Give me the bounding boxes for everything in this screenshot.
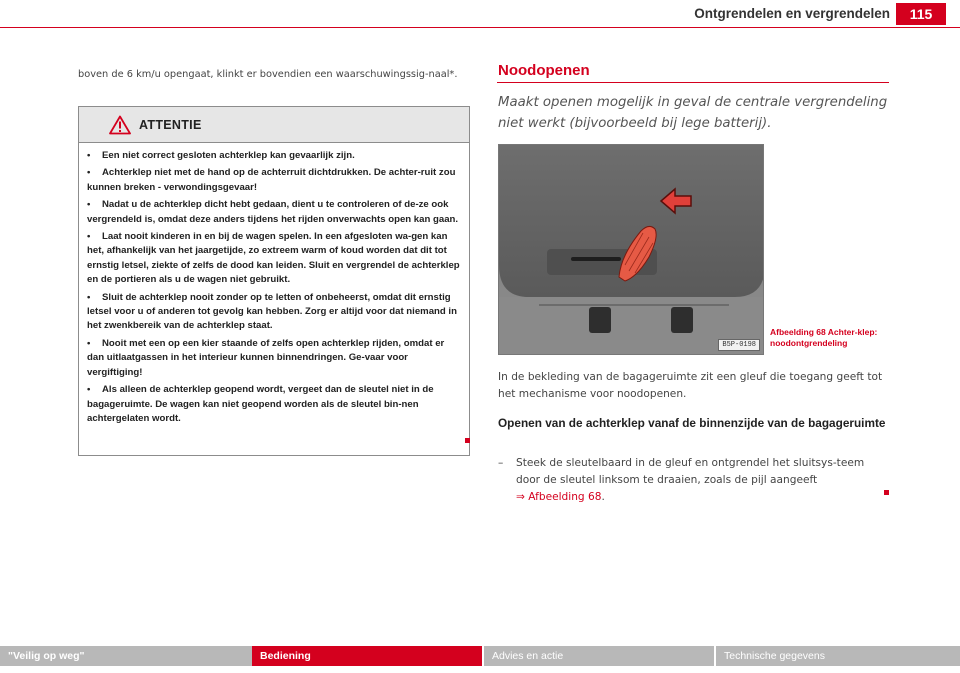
warning-triangle-icon (109, 115, 131, 135)
header-rule (0, 27, 960, 28)
instruction-step (498, 455, 888, 506)
page-number: 115 (896, 3, 946, 25)
warning-item (87, 337, 463, 380)
warning-box (78, 106, 470, 456)
warning-item (87, 291, 463, 334)
step-end: . (601, 491, 605, 503)
figure-tag: B5P-0198 (718, 339, 760, 351)
footer-tab-veilig-op-weg[interactable]: "Veilig op weg" (0, 646, 252, 666)
subheading: Openen van de achterklep vanaf de binnenzijde van de bagageruimte (498, 416, 886, 430)
warning-item-text: Achterklep niet met de hand op de achterruit dichtdrukken. De achter-ruit zou kunnen breken - verwondingsgevaar! (87, 167, 456, 193)
section-title: Noodopenen (498, 62, 590, 79)
warning-item-text: Een niet correct gesloten achterklep kan gevaarlijk zijn. (102, 150, 355, 161)
lead-paragraph: boven de 6 km/u opengaat, klinkt er bovendien een waarschuwingssig-naal*. (78, 69, 458, 80)
footer-nav (0, 646, 960, 666)
warning-item (87, 149, 463, 163)
warning-item (87, 230, 463, 288)
step-text: Steek de sleutelbaard in de gleuf en ontgrendel het sluitsys-teem door de sleutel linksom te draaien, zoals de pijl aangeeft (516, 457, 865, 486)
warning-header (79, 107, 469, 143)
section-rule (497, 82, 889, 83)
footer-tab-technische-gegevens[interactable]: Technische gegevens (716, 646, 960, 666)
bullet: • (87, 231, 91, 243)
bullet: • (87, 384, 91, 396)
bullet: • (87, 167, 91, 179)
warning-item-text: Nadat u de achterklep dicht hebt gedaan, dient u te controleren of de-ze ook vergrendeld is, omdat deze anders tijdens het rijden onverwachts open kan gaan. (87, 199, 459, 225)
tailgate-illustration (499, 145, 764, 355)
figure-caption: Afbeelding 68 Achter-klep: noodontgrendeling (770, 327, 878, 348)
step-dash: – (498, 457, 504, 469)
warning-item-text: Nooit met een op een kier staande of zelfs open achterklep rijden, omdat er dan uitlaatgassen in het interieur kunnen binnendringen. Ge-vaar voor vergiftiging! (87, 337, 445, 378)
warning-item (87, 166, 463, 195)
warning-label: ATTENTIE (139, 118, 202, 132)
bullet: • (87, 291, 91, 303)
warning-item-text: Als alleen de achterklep geopend wordt, vergeet dan de sleutel niet in de bagageruimte. De wagen kan niet geopend worden als de sleutel bin-nen achtergelaten wordt. (87, 384, 434, 424)
section-end-marker (465, 438, 470, 443)
warning-item-text: Sluit de achterklep nooit zonder op te letten of onbeheerst, omdat dit ernstig letsel voor u of anderen tot gevolg kan hebben. Zorg er altijd voor dat niemand in het zwenkbereik van de achterklep staat. (87, 291, 457, 332)
bullet: • (87, 199, 91, 211)
warning-item (87, 198, 463, 227)
chapter-title: Ontgrendelen en vergrendelen (694, 6, 890, 21)
figure-tailgate-emergency-release (498, 144, 764, 355)
warning-list (79, 143, 469, 426)
section-intro: Maakt openen mogelijk in geval de centrale vergrendeling niet werkt (bijvoorbeeld bij lege batterij). (498, 95, 888, 131)
body-paragraph: In de bekleding van de bagageruimte zit een gleuf die toegang geeft tot het mechanisme voor noodopenen. (498, 371, 883, 400)
figure-reference-link[interactable]: ⇒ Afbeelding 68 (516, 491, 602, 503)
section-end-marker (884, 490, 889, 495)
bullet: • (87, 150, 91, 161)
bullet: • (87, 337, 91, 349)
footer-tab-bediening[interactable]: Bediening (252, 646, 482, 666)
footer-tab-advies-en-actie[interactable]: Advies en actie (484, 646, 714, 666)
warning-item-text: Laat nooit kinderen in en bij de wagen spelen. In een afgesloten wa-gen kan het, afhankelijk van het jaargetijde, zo extreem warm of koud worden dat dit tot ernstig letsel, ziekte of zelfs de dood kan leiden. Sluit en vergrendel de achterklep en de portieren als u de wagen niet gebruikt. (87, 231, 460, 286)
warning-item (87, 383, 463, 426)
